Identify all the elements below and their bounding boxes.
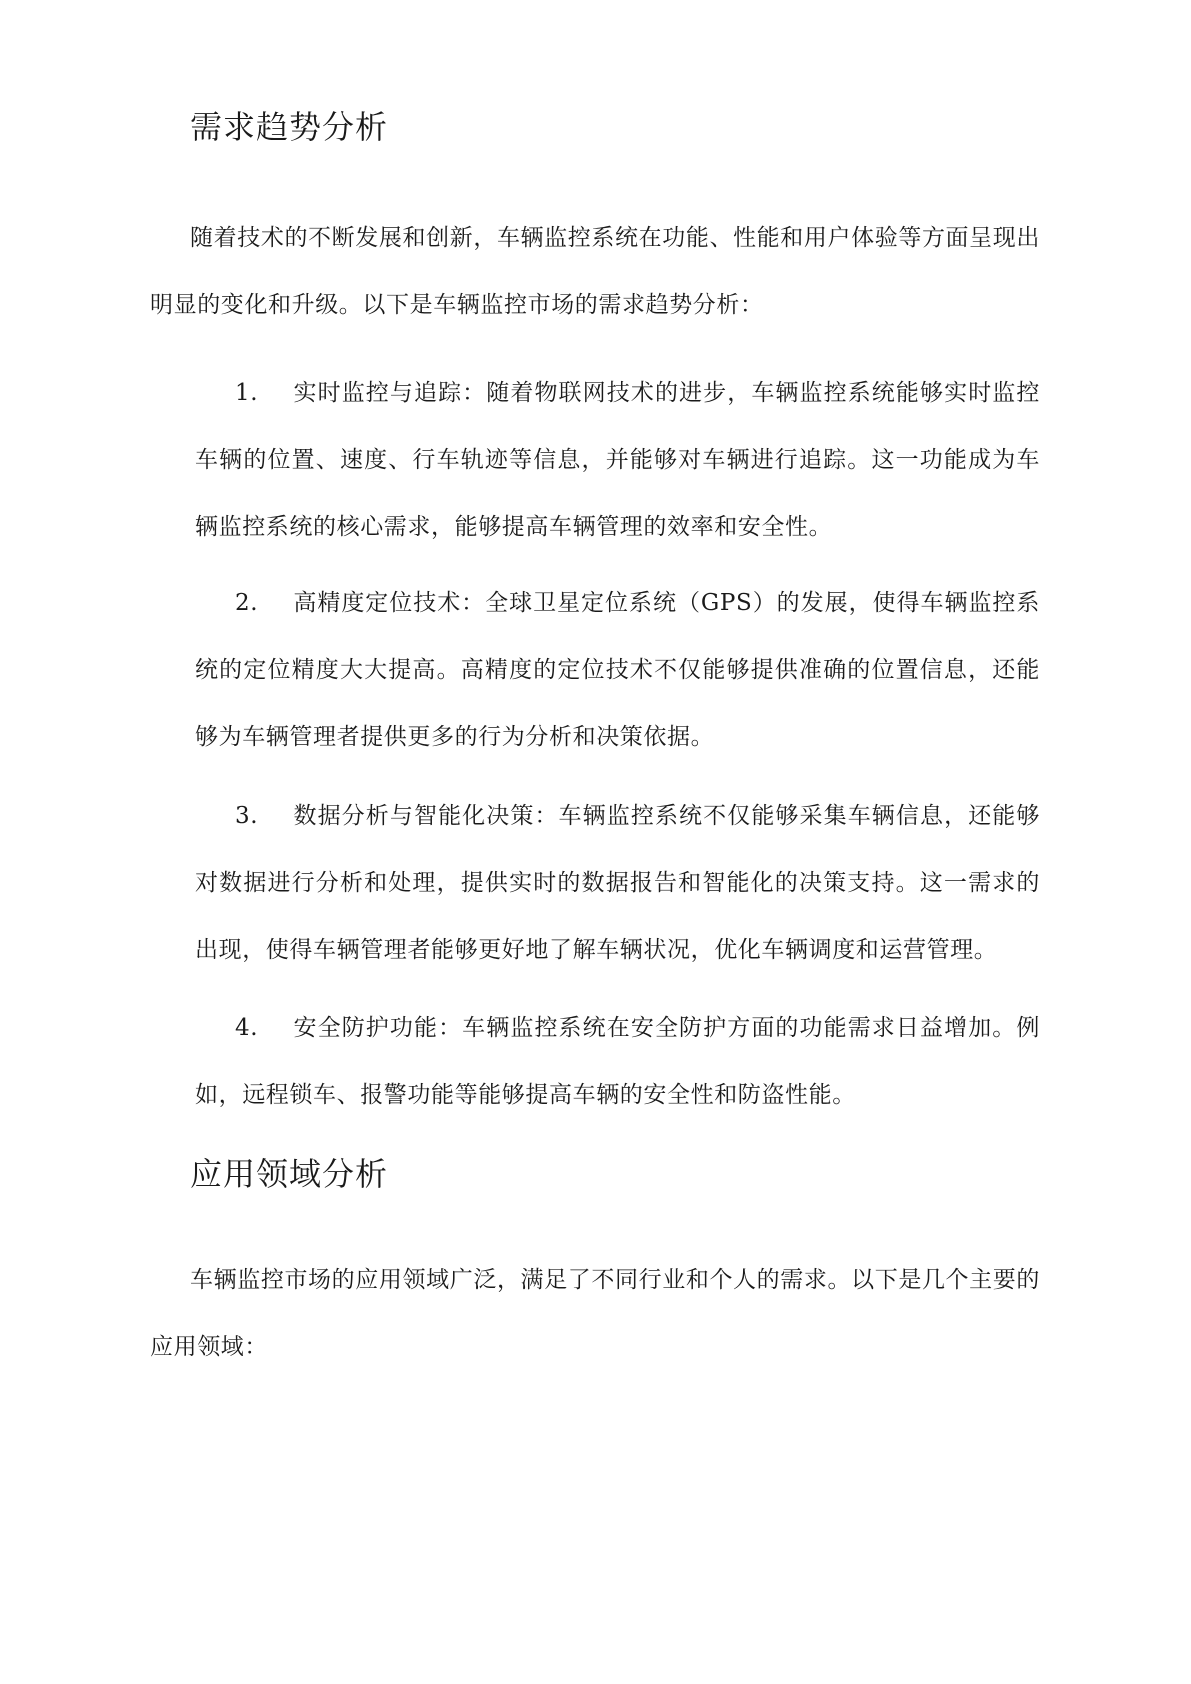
list-item — [195, 783, 1040, 984]
list-item-number: 3. — [235, 803, 259, 829]
list-item-number: 1. — [235, 380, 259, 406]
list-item-text: 安全防护功能：车辆监控系统在安全防护方面的功能需求日益增加。例如，远程锁车、报警功能等能够提高车辆的安全性和防盗性能。 — [195, 1015, 1040, 1108]
section-heading-demand-trends: 需求趋势分析 — [190, 108, 389, 146]
applications-intro-paragraph: 车辆监控市场的应用领域广泛，满足了不同行业和个人的需求。以下是几个主要的应用领域： — [150, 1267, 1040, 1360]
list-item-number: 4. — [235, 1015, 259, 1041]
list-item-text: 数据分析与智能化决策：车辆监控系统不仅能够采集车辆信息，还能够对数据进行分析和处理，提供实时的数据报告和智能化的决策支持。这一需求的出现，使得车辆管理者能够更好地了解车辆状况，优化车辆调度和运营管理。 — [195, 803, 1040, 963]
list-item-number: 2. — [235, 590, 259, 616]
list-item-text: 实时监控与追踪：随着物联网技术的进步，车辆监控系统能够实时监控车辆的位置、速度、行车轨迹等信息，并能够对车辆进行追踪。这一功能成为车辆监控系统的核心需求，能够提高车辆管理的效率和安全性。 — [195, 380, 1040, 540]
list-item-text: 高精度定位技术：全球卫星定位系统（GPS）的发展，使得车辆监控系统的定位精度大大提高。高精度的定位技术不仅能够提供准确的位置信息，还能够为车辆管理者提供更多的行为分析和决策依据。 — [195, 590, 1040, 750]
list-item — [195, 360, 1040, 561]
section-heading-application-fields: 应用领域分析 — [190, 1155, 389, 1193]
list-item — [195, 995, 1040, 1129]
list-item — [195, 570, 1040, 771]
demand-intro-paragraph: 随着技术的不断发展和创新，车辆监控系统在功能、性能和用户体验等方面呈现出明显的变化和升级。以下是车辆监控市场的需求趋势分析： — [150, 225, 1040, 318]
